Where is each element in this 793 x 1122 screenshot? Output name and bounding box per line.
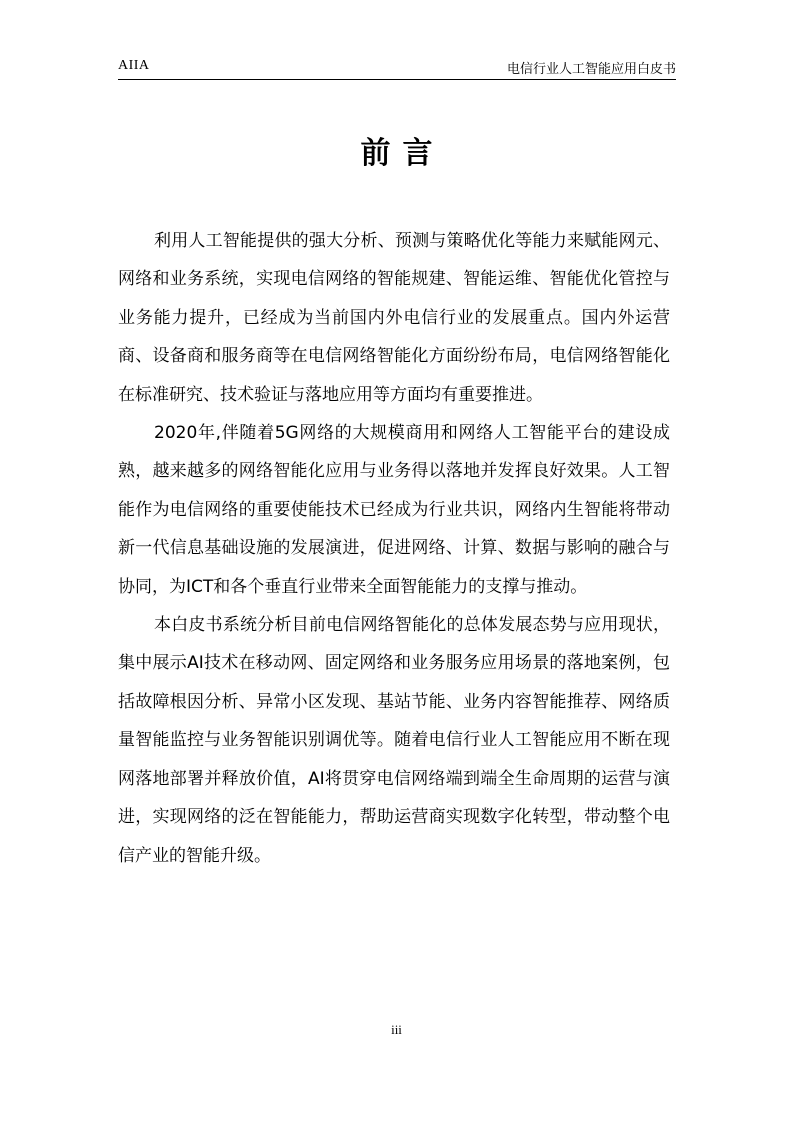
- page-title: 前言: [360, 136, 445, 171]
- preface-body: [118, 222, 670, 875]
- page-header: [118, 56, 676, 80]
- header-org: AIIA: [118, 58, 150, 73]
- header-divider: [118, 79, 676, 80]
- header-document-title: 电信行业人工智能应用白皮书: [506, 62, 676, 77]
- paragraph: 2020年,伴随着5G网络的大规模商用和网络人工智能平台的建设成熟，越来越多的网络智能化应用与业务得以落地并发挥良好效果。人工智能作为电信网络的重要使能技术已经成为行业共识，网络内生智能将带动新一代信息基础设施的发展演进，促进网络、计算、数据与影响的融合与协同，为ICT和各个垂直行业带来全面智能能力的支撑与推动。: [118, 423, 670, 597]
- paragraph: 利用人工智能提供的强大分析、预测与策略优化等能力来赋能网元、网络和业务系统，实现电信网络的智能规建、智能运维、智能优化管控与业务能力提升，已经成为当前国内外电信行业的发展重点。国内外运营商、设备商和服务商等在电信网络智能化方面纷纷布局，电信网络智能化在标准研究、技术验证与落地应用等方面均有重要推进。: [118, 231, 670, 405]
- page-number: iii: [391, 1022, 402, 1037]
- paragraph: 本白皮书系统分析目前电信网络智能化的总体发展态势与应用现状，集中展示AI技术在移动网、固定网络和业务服务应用场景的落地案例，包括故障根因分析、异常小区发现、基站节能、业务内容智能推荐、网络质量智能监控与业务智能识别调优等。随着电信行业人工智能应用不断在现网落地部署并释放价值，AI将贯穿电信网络端到端全生命周期的运营与演进，实现网络的泛在智能能力，帮助运营商实现数字化转型，带动整个电信产业的智能升级。: [118, 615, 670, 866]
